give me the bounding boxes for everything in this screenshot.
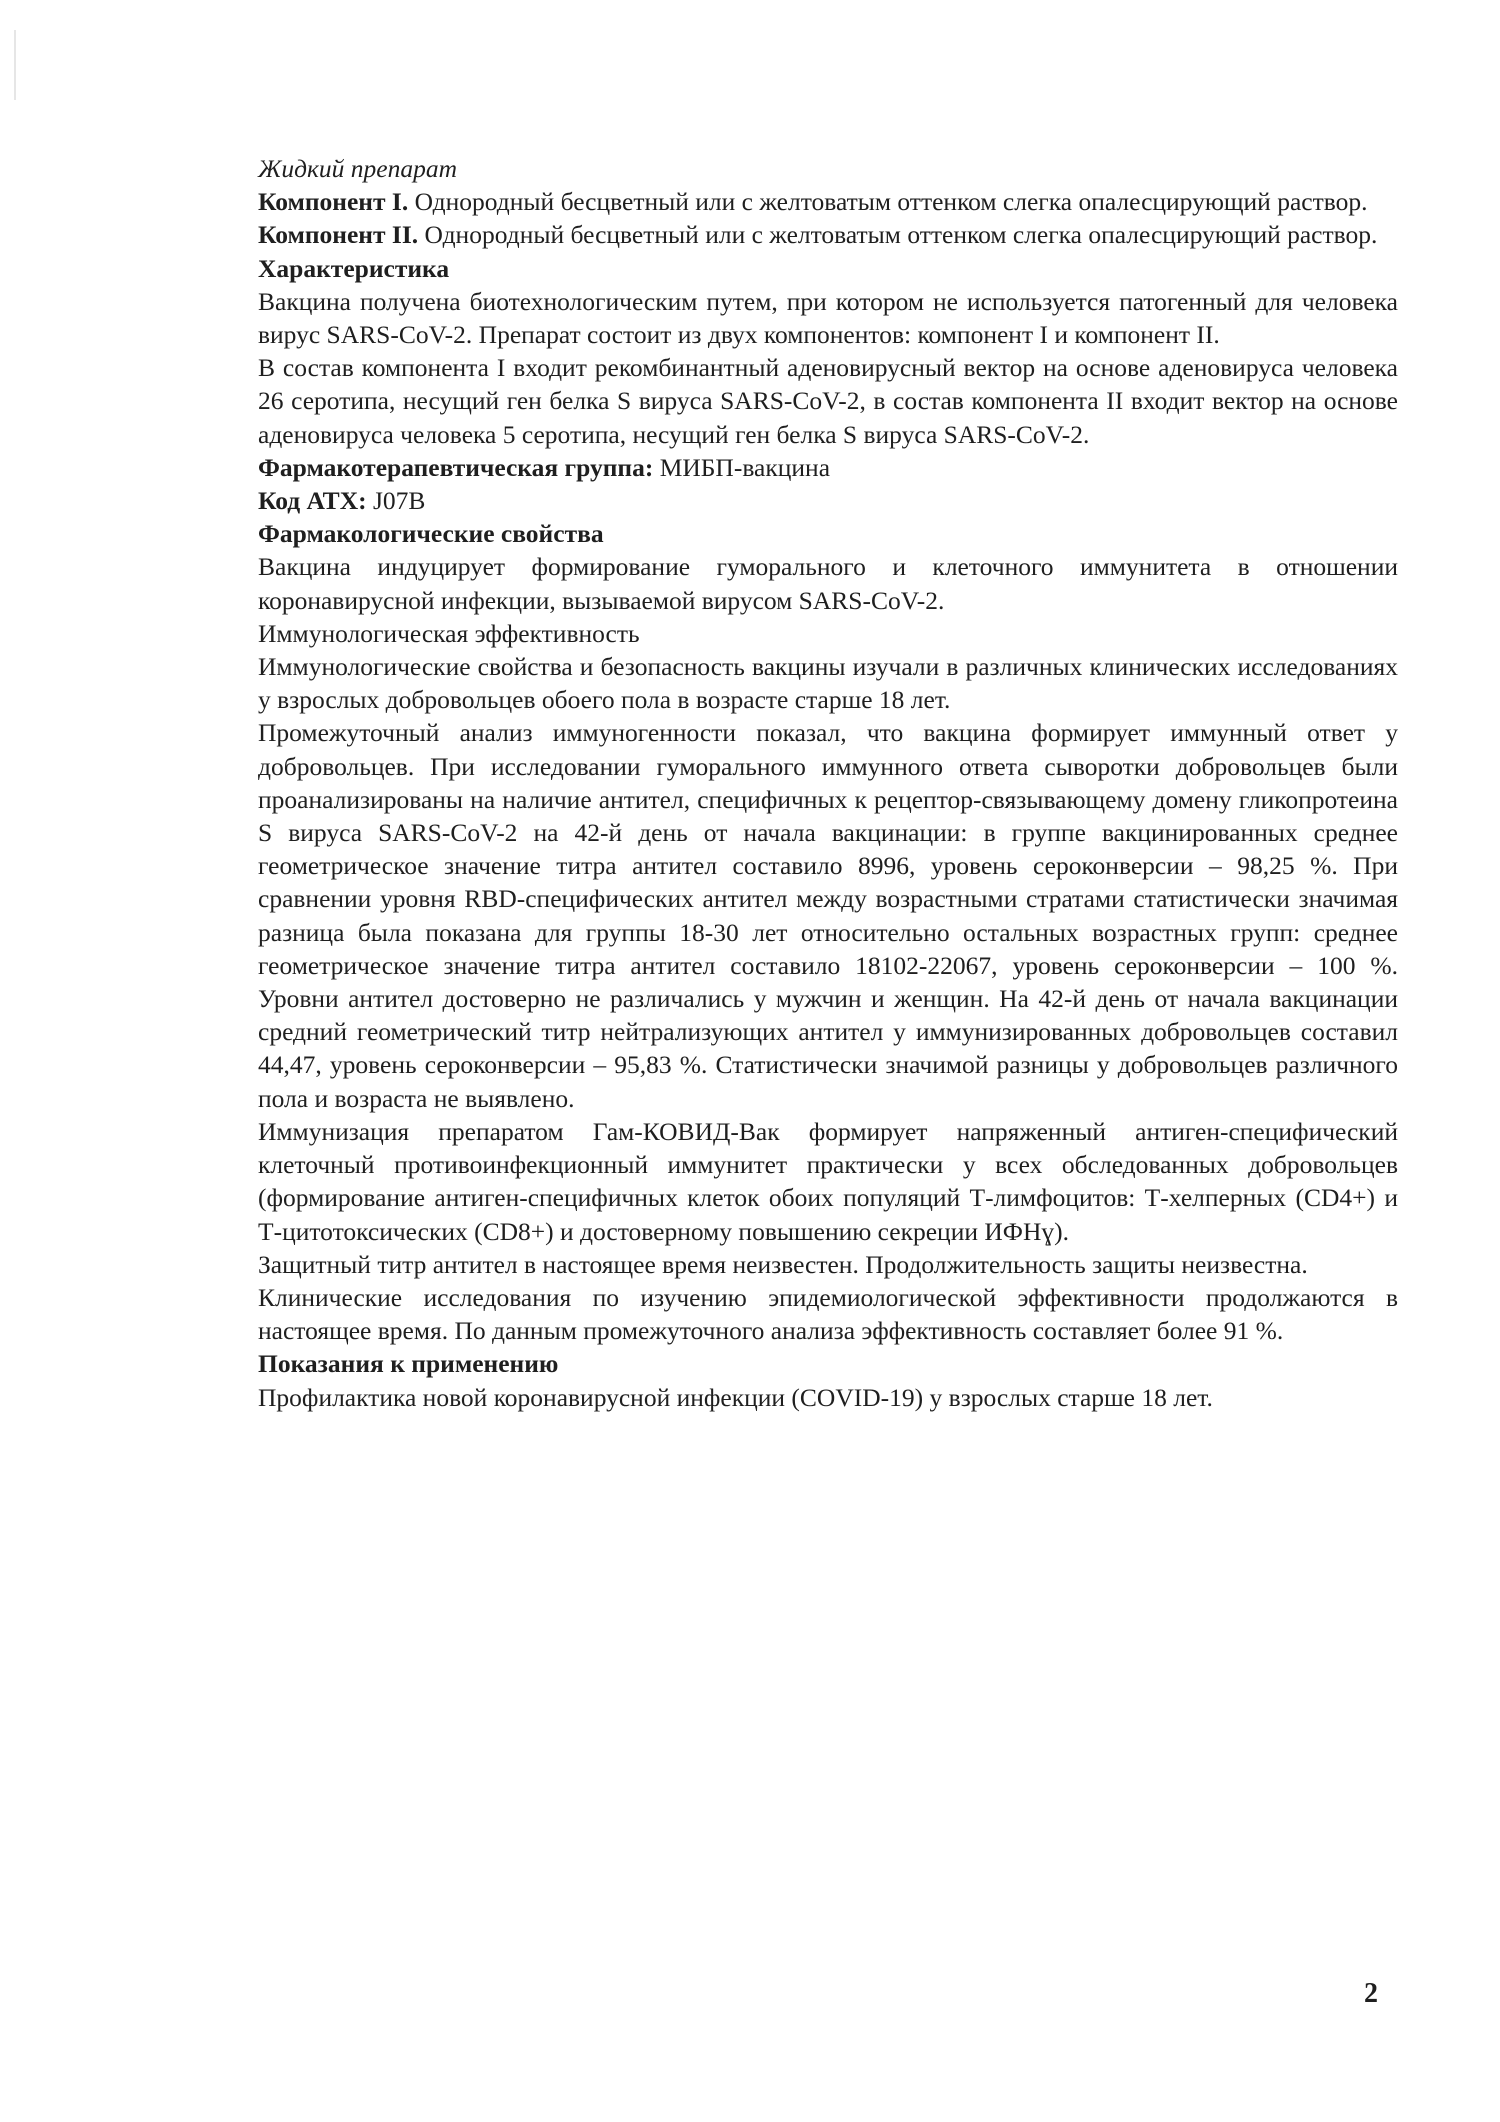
pharmacology-paragraph: Вакцина индуцирует формирование гуморального и клеточного иммунитета в отношении коронавирусной инфекции, вызываемой вирусом SARS-CoV-2. bbox=[258, 552, 1398, 615]
indications-text: Профилактика новой коронавирусной инфекции (COVID-19) у взрослых старше 18 лет. bbox=[258, 1382, 1213, 1412]
document-body bbox=[258, 152, 1398, 1414]
component-2-description bbox=[258, 218, 1398, 251]
atc-code-value: J07B bbox=[372, 486, 426, 516]
pharmacology-paragraph: Клинические исследования по изучению эпидемиологической эффективности продолжаются в настоящее время. По данным промежуточного анализа эффективность составляет более 91 %. bbox=[258, 1282, 1398, 1346]
indications-heading: Показания к применению bbox=[258, 1349, 559, 1379]
pharmacotherapeutic-group bbox=[258, 451, 1398, 484]
pharmacological-properties-heading: Фармакологические свойства bbox=[258, 519, 604, 549]
pharmacology-paragraph: Иммунологические свойства и безопасность вакцины изучали в различных клинических исследованиях у взрослых добровольцев обоего пола в возрасте старше 18 лет. bbox=[258, 652, 1398, 715]
component-2-text: Однородный бесцветный или с желтоватым оттенком слегка опалесцирующий раствор. bbox=[424, 220, 1378, 250]
liquid-form-heading: Жидкий препарат bbox=[258, 154, 458, 183]
component-1-description bbox=[258, 185, 1398, 218]
atc-code bbox=[258, 484, 1398, 517]
component-2-label: Компонент II. bbox=[258, 220, 419, 250]
atc-code-label: Код АТХ: bbox=[258, 486, 367, 516]
characteristics-heading: Характеристика bbox=[258, 253, 450, 283]
page-number: 2 bbox=[1364, 1978, 1378, 2009]
characteristics-paragraph: В состав компонента I входит рекомбинантный аденовирусный вектор на основе аденовируса человека 26 серотипа, несущий ген белка S вируса SARS-CoV-2, в состав компонента II входит вектор на основе аденовируса человека 5 серотипа, несущий ген белка S вируса SARS-CoV-2. bbox=[258, 353, 1398, 449]
characteristics-paragraph: Вакцина получена биотехнологическим путем, при котором не используется патогенный для человека вирус SARS-CoV-2. Препарат состоит из двух компонентов: компонент I и компонент II. bbox=[258, 286, 1398, 350]
component-1-label: Компонент I. bbox=[258, 187, 409, 217]
pharmacotherapeutic-group-value: МИБП-вакцина bbox=[659, 452, 831, 482]
pharmacology-paragraph: Промежуточный анализ иммуногенности показал, что вакцина формирует иммунный ответ у добровольцев. При исследовании гуморального иммунного ответа сыворотки добровольцев были проанализированы на наличие антител, специфичных к рецептор-связывающему домену гликопротеина S вируса SARS-CoV-2 на 42-й день от начала вакцинации: в группе вакцинированных среднее геометрическое значение титра антител составило 8996, уровень сероконверсии – 98,25 %. При сравнении уровня RBD-специфических антител между возрастными стратами статистически значимая разница была показана для группы 18-30 лет относительно остальных возрастных групп: среднее геометрическое значение титра антител составило 18102-22067, уровень сероконверсии – 100 %. Уровни антител достоверно не различались у мужчин и женщин. На 42-й день от начала вакцинации средний геометрический титр нейтрализующих антител у иммунизированных добровольцев составил 44,47, уровень сероконверсии – 95,83 %. Статистически значимой разницы у добровольцев различного пола и возраста не выявлено. bbox=[258, 718, 1398, 1113]
component-1-text: Однородный бесцветный или с желтоватым оттенком слегка опалесцирующий раствор. bbox=[414, 187, 1368, 217]
immunological-efficacy-subheading: Иммунологическая эффективность bbox=[258, 618, 640, 648]
pharmacology-paragraph: Иммунизация препаратом Гам-КОВИД-Вак формирует напряженный антиген-специфический клеточный противоинфекционный иммунитет практически у всех обследованных добровольцев (формирование антиген-специфичных клеток обоих популяций Т-лимфоцитов: Т-хелперных (CD4+) и Т-цитотоксических (CD8+) и достоверному повышению секреции ИФНɣ). bbox=[258, 1116, 1398, 1246]
pharmacotherapeutic-group-label: Фармакотерапевтическая группа: bbox=[258, 452, 654, 482]
pharmacology-paragraph: Защитный титр антител в настоящее время неизвестен. Продолжительность защиты неизвестна. bbox=[258, 1249, 1308, 1279]
scan-edge-mark bbox=[14, 30, 16, 100]
